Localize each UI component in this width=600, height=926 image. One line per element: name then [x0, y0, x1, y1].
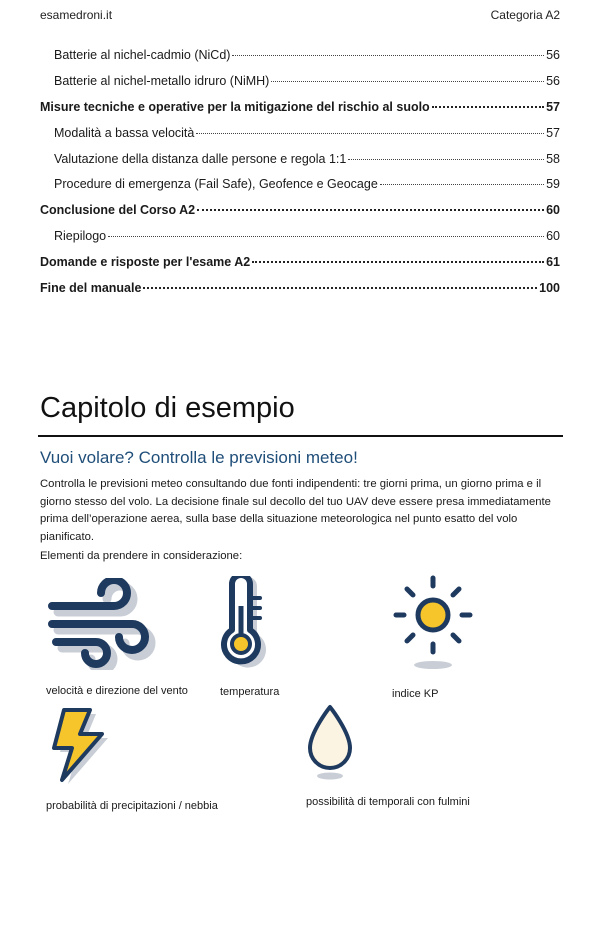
- chapter-title: Capitolo di esempio: [40, 392, 295, 424]
- temperature-caption: temperatura: [220, 686, 280, 698]
- section-title: Vuoi volare? Controlla le previsioni meteo!: [40, 448, 358, 467]
- toc-leader: [143, 287, 537, 289]
- raindrop-icon: [300, 702, 360, 782]
- toc-leader: [196, 133, 544, 134]
- toc-page: 100: [539, 281, 560, 296]
- thunderstorm-caption: possibilità di temporali con fulmini: [306, 796, 470, 808]
- toc-label: Procedure di emergenza (Fail Safe), Geofence e Geocage: [54, 177, 378, 192]
- toc-label: Misure tecniche e operative per la mitigazione del rischio al suolo: [40, 99, 430, 114]
- elements-intro: Elementi da prendere in considerazione:: [40, 550, 243, 562]
- category-label: Categoria A2: [490, 8, 560, 22]
- toc-label: Conclusione del Corso A2: [40, 203, 196, 218]
- toc-leader: [271, 81, 544, 82]
- toc-page: 56: [546, 48, 560, 62]
- sun-icon: [390, 574, 476, 672]
- toc-page: 60: [546, 203, 560, 218]
- toc-leader: [108, 236, 544, 237]
- toc-row[interactable]: [40, 100, 560, 126]
- toc-leader: [232, 55, 544, 56]
- toc-label: Modalità a bassa velocità: [54, 125, 195, 140]
- toc-page: 57: [546, 99, 560, 114]
- section-body: Controlla le previsioni meteo consultando due fonti indipendenti: tre giorni prima, un giorno prima e il giorno stesso del volo. La decisione finale sul decollo del tuo UAV deve essere presa immediatamente prima dell’operazione aerea, sulla base della situazione meteorologica nel punto esatto del volo pianificato.: [40, 478, 551, 543]
- toc-row[interactable]: [40, 48, 560, 74]
- toc-page: 57: [546, 125, 560, 140]
- table-of-contents: [40, 48, 560, 307]
- toc-page: 61: [546, 255, 560, 270]
- toc-row[interactable]: [40, 229, 560, 255]
- toc-label: Batterie al nichel-metallo idruro (NiMH): [54, 73, 270, 88]
- toc-leader: [348, 159, 544, 160]
- toc-label: Fine del manuale: [40, 281, 142, 296]
- toc-page: 59: [546, 177, 560, 192]
- toc-row[interactable]: [40, 177, 560, 203]
- site-name: esamedroni.it: [40, 8, 113, 22]
- toc-label: Batterie al nichel-cadmio (NiCd): [54, 48, 231, 62]
- wind-caption: velocità e direzione del vento: [46, 685, 188, 697]
- toc-row[interactable]: [40, 74, 560, 100]
- toc-page: 60: [546, 229, 560, 244]
- toc-leader: [252, 261, 544, 263]
- lightning-icon: [44, 702, 110, 786]
- kp-index-caption: indice KP: [392, 688, 439, 700]
- toc-leader: [197, 209, 544, 211]
- toc-page: 58: [546, 151, 560, 166]
- toc-label: Valutazione della distanza dalle persone e regola 1:1: [54, 151, 347, 166]
- toc-row[interactable]: [40, 126, 560, 152]
- chapter-divider: [38, 435, 563, 437]
- toc-label: Domande e risposte per l'esame A2: [40, 255, 251, 270]
- toc-page: 56: [546, 73, 560, 88]
- toc-row[interactable]: [40, 203, 560, 229]
- toc-row[interactable]: [40, 152, 560, 178]
- toc-leader: [432, 106, 544, 108]
- toc-leader: [380, 184, 544, 185]
- toc-row[interactable]: [40, 281, 560, 307]
- wind-icon: [44, 578, 159, 670]
- thermometer-icon: [214, 576, 274, 671]
- precipitation-caption: probabilità di precipitazioni / nebbia: [46, 800, 218, 812]
- toc-row[interactable]: [40, 255, 560, 281]
- toc-label: Riepilogo: [54, 229, 107, 244]
